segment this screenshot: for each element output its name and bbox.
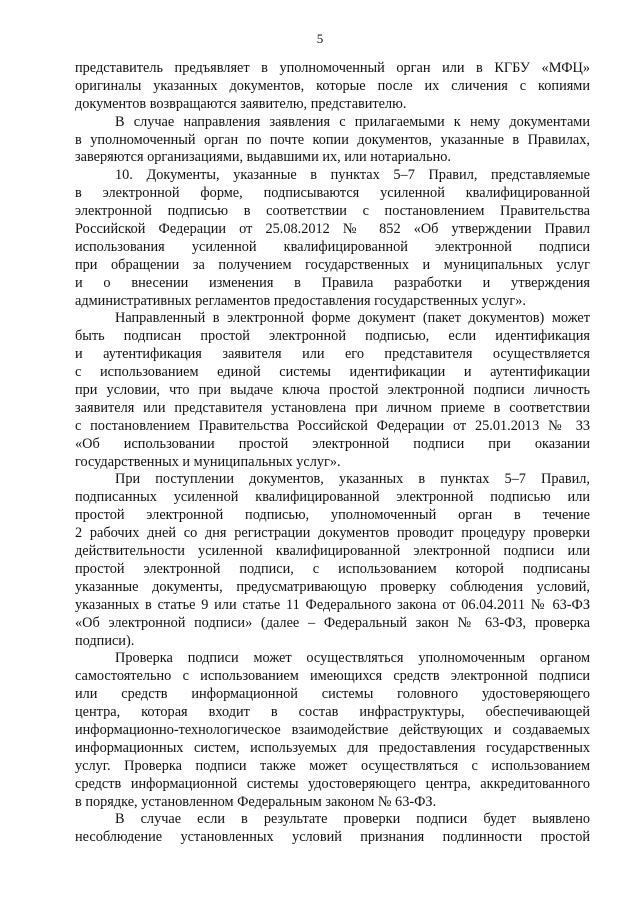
text-line: «Об использовании простой электронной подписи при оказании	[75, 435, 590, 452]
text-line: заверяются организациями, выдавшими их, или нотариально.	[75, 149, 451, 166]
text-line: действительности усиленной квалифицированной электронной подписи или	[75, 543, 590, 560]
text-line: Направленный в электронной форме документ (пакет документов) может	[115, 310, 590, 327]
text-line: государственных и муниципальных услуг».	[75, 453, 341, 470]
page-number: 5	[316, 31, 324, 46]
text-line: 2 рабочих дней со дня регистрации документов проводит процедуру проверки	[75, 525, 590, 542]
text-line: использования усиленной квалифицированной электронной подписи	[75, 238, 590, 255]
text-line: электронной подписью в соответствии с постановлением Правительства	[75, 203, 590, 220]
text-line: представитель предъявляет в уполномоченный орган или в КГБУ «МФЦ»	[75, 60, 590, 76]
document-body	[75, 60, 590, 847]
text-line: В случае направления заявления с прилагаемыми к нему документами	[115, 113, 590, 130]
text-line: информационно-технологическое взаимодействие действующих и создаваемых	[75, 721, 590, 738]
text-line: простой электронной подписи, с использованием которой подписаны	[75, 560, 590, 577]
text-line: указанные документы, предусматривающую проверку соблюдения условий,	[75, 578, 590, 595]
text-line: центра, которая входит в состав инфраструктуры, обеспечивающей	[75, 704, 590, 721]
text-line: несоблюдение установленных условий признания подлинности простой	[75, 829, 590, 846]
text-line: при обращении за получением государственных и муниципальных услуг	[75, 256, 590, 273]
text-line: в уполномоченный орган по почте копии документов, указанные в Правилах,	[75, 131, 590, 148]
text-line: заявителя или представителя установлена при личном приеме в соответствии	[75, 399, 590, 416]
text-line: подписи).	[75, 632, 135, 649]
text-line: самостоятельно с использованием имеющихся средств электронной подписи	[75, 668, 590, 685]
text-line: подписанных усиленной квалифицированной электронной подписью или	[75, 489, 590, 506]
text-line: или средств информационной системы головного удостоверяющего	[75, 686, 590, 703]
text-line: административных регламентов предоставления государственных услуг».	[75, 292, 526, 309]
text-line: услуг. Проверка подписи также может осуществляться с использованием	[75, 757, 590, 774]
text-line: оригиналы указанных документов, которые после их сличения с копиями	[75, 77, 590, 94]
text-line: указанных в статье 9 или статье 11 Федерального закона от 06.04.2011 № 63-ФЗ	[75, 596, 590, 613]
text-line: в электронной форме, подписываются усиленной квалифицированной	[75, 185, 590, 202]
text-line: быть подписан простой электронной подписью, если идентификация	[75, 328, 590, 345]
text-line: простой электронной подписью, уполномоченный орган в течение	[75, 507, 590, 524]
text-line: Российской Федерации от 25.08.2012 № 852 «Об утверждении Правил	[75, 221, 590, 238]
text-line: информационных систем, используемых для предоставления государственных	[75, 739, 590, 756]
text-line: и о внесении изменения в Правила разработки и утверждения	[75, 274, 590, 291]
text-line: 10. Документы, указанные в пунктах 5–7 Правил, представляемые	[115, 167, 590, 184]
text-line: «Об электронной подписи» (далее – Федеральный закон № 63-ФЗ, проверка	[75, 614, 590, 631]
text-line: с использованием единой системы идентификации и аутентификации	[75, 364, 590, 381]
text-line: при условии, что при выдаче ключа простой электронной подписи личность	[75, 382, 590, 399]
text-line: и аутентификация заявителя или его представителя осуществляется	[75, 346, 590, 363]
text-line: средств информационной системы удостоверяющего центра, аккредитованного	[75, 775, 590, 792]
text-line: Проверка подписи может осуществляться уполномоченным органом	[115, 650, 590, 667]
text-line: При поступлении документов, указанных в пунктах 5–7 Правил,	[115, 471, 590, 488]
text-line: в порядке, установленном Федеральным законом № 63-ФЗ.	[75, 793, 437, 810]
text-line: документов возвращаются заявителю, представителю.	[75, 95, 407, 112]
text-line: с постановлением Правительства Российской Федерации от 25.01.2013 № 33	[75, 417, 590, 434]
text-line: В случае если в результате проверки подписи будет выявлено	[115, 811, 590, 828]
